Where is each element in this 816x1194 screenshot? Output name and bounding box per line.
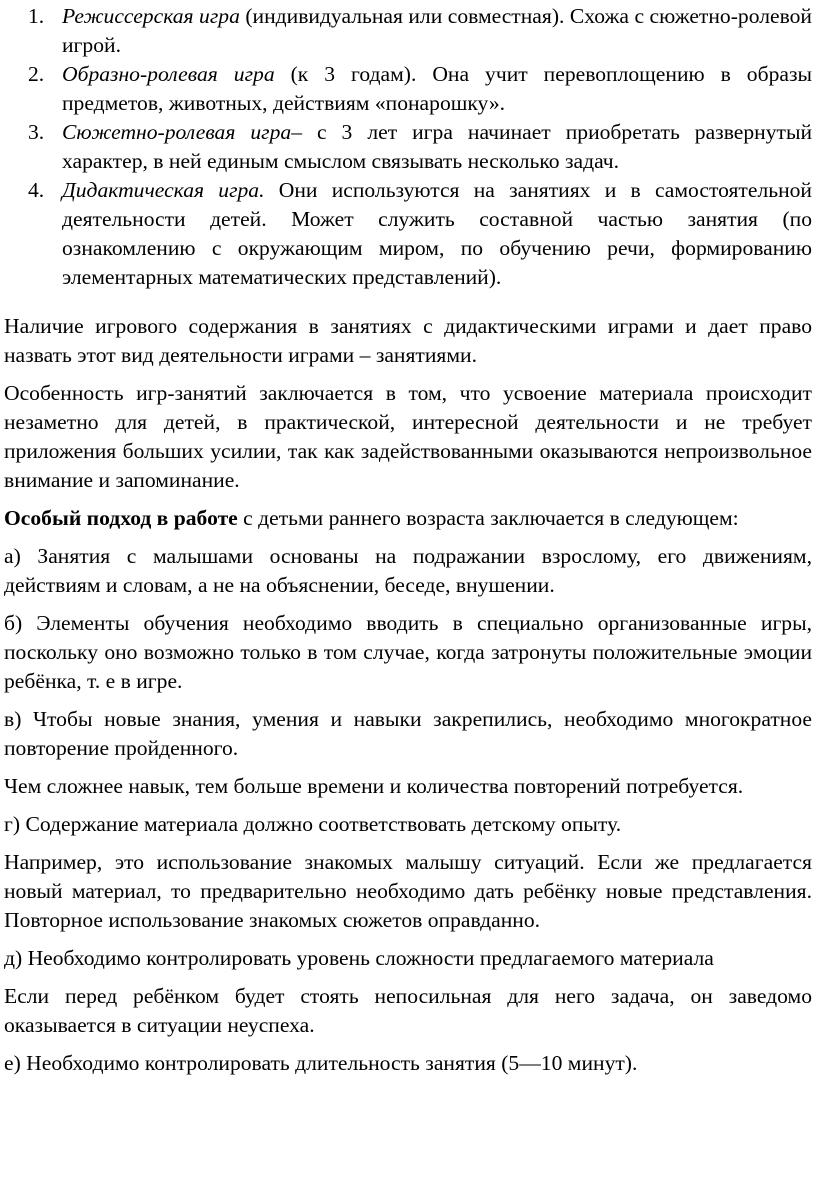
- paragraph-point-v: в) Чтобы новые знания, умения и навыки закрепились, необходимо многократное повторение пройденного.: [4, 707, 812, 760]
- paragraph-text: с детьми раннего возраста заключается в следующем:: [237, 506, 739, 530]
- paragraph-game-content: Наличие игрового содержания в занятиях с дидактическими играми и дает право назвать этот вид деятельности играми – занятиями.: [4, 314, 812, 367]
- list-number: 1.: [28, 4, 45, 28]
- list-number: 4.: [28, 178, 45, 202]
- list-number: 2.: [28, 62, 45, 86]
- list-term: Образно-ролевая игра: [62, 62, 275, 86]
- list-text: – с 3 лет игра начинает приобретать развернутый характер, в ней единым смыслом связывать несколько задач.: [62, 120, 813, 173]
- bold-phrase: Особый подход в работе: [4, 506, 238, 530]
- paragraph-failure: Если перед ребёнком будет стоять непосильная для него задача, он заведомо оказывается в ситуации неуспеха.: [4, 984, 812, 1037]
- list-term: Сюжетно-ролевая игра: [62, 120, 292, 144]
- paragraph-point-a: а) Занятия с малышами основаны на подражании взрослому, его движениям, действиям и словам, а не на объяснении, беседе, внушении.: [4, 544, 812, 597]
- paragraph-game-lessons: Особенность игр-занятий заключается в том, что усвоение материала происходит незаметно для детей, в практической, интересной деятельности и не требует приложения больших усилии, так как задействованными оказываются непроизвольное внимание и запоминание.: [4, 381, 812, 492]
- list-text: Они используются на занятиях и в самостоятельной деятельности детей. Может служить составной частью занятия (по ознакомлению с окружающим миром, по обучению речи, формированию элементарных математических представлений).: [62, 178, 812, 289]
- paragraph-point-e: е) Необходимо контролировать длительность занятия (5—10 минут).: [4, 1051, 638, 1075]
- list-item: [4, 176, 812, 292]
- list-term: Режиссерская игра: [62, 4, 240, 28]
- list-item: [4, 118, 812, 176]
- list-item: [4, 2, 812, 60]
- list-term: Дидактическая игра.: [62, 178, 265, 202]
- list-text: (индивидуальная или совместная). Схожа с сюжетно-ролевой игрой.: [62, 4, 812, 57]
- paragraph-point-g: г) Содержание материала должно соответствовать детскому опыту.: [4, 812, 622, 836]
- game-types-list: [4, 2, 812, 292]
- paragraph-special-approach: [4, 504, 812, 533]
- paragraph-point-d: д) Необходимо контролировать уровень сложности предлагаемого материала: [4, 946, 714, 970]
- list-item: [4, 60, 812, 118]
- list-text: (к 3 годам). Она учит перевоплощению в образы предметов, животных, действиям «понарошку».: [62, 62, 812, 115]
- paragraph-point-b: б) Элементы обучения необходимо вводить в специально организованные игры, поскольку оно возможно только в том случае, когда затронуты положительные эмоции ребёнка, т. е в игре.: [4, 611, 812, 693]
- paragraph-skill-repetition: Чем сложнее навык, тем больше времени и количества повторений потребуется.: [4, 774, 744, 798]
- paragraph-example: Например, это использование знакомых малышу ситуаций. Если же предлагается новый материал, то предварительно необходимо дать ребёнку новые представления. Повторное использование знакомых сюжетов оправданно.: [4, 850, 812, 932]
- list-number: 3.: [28, 120, 45, 144]
